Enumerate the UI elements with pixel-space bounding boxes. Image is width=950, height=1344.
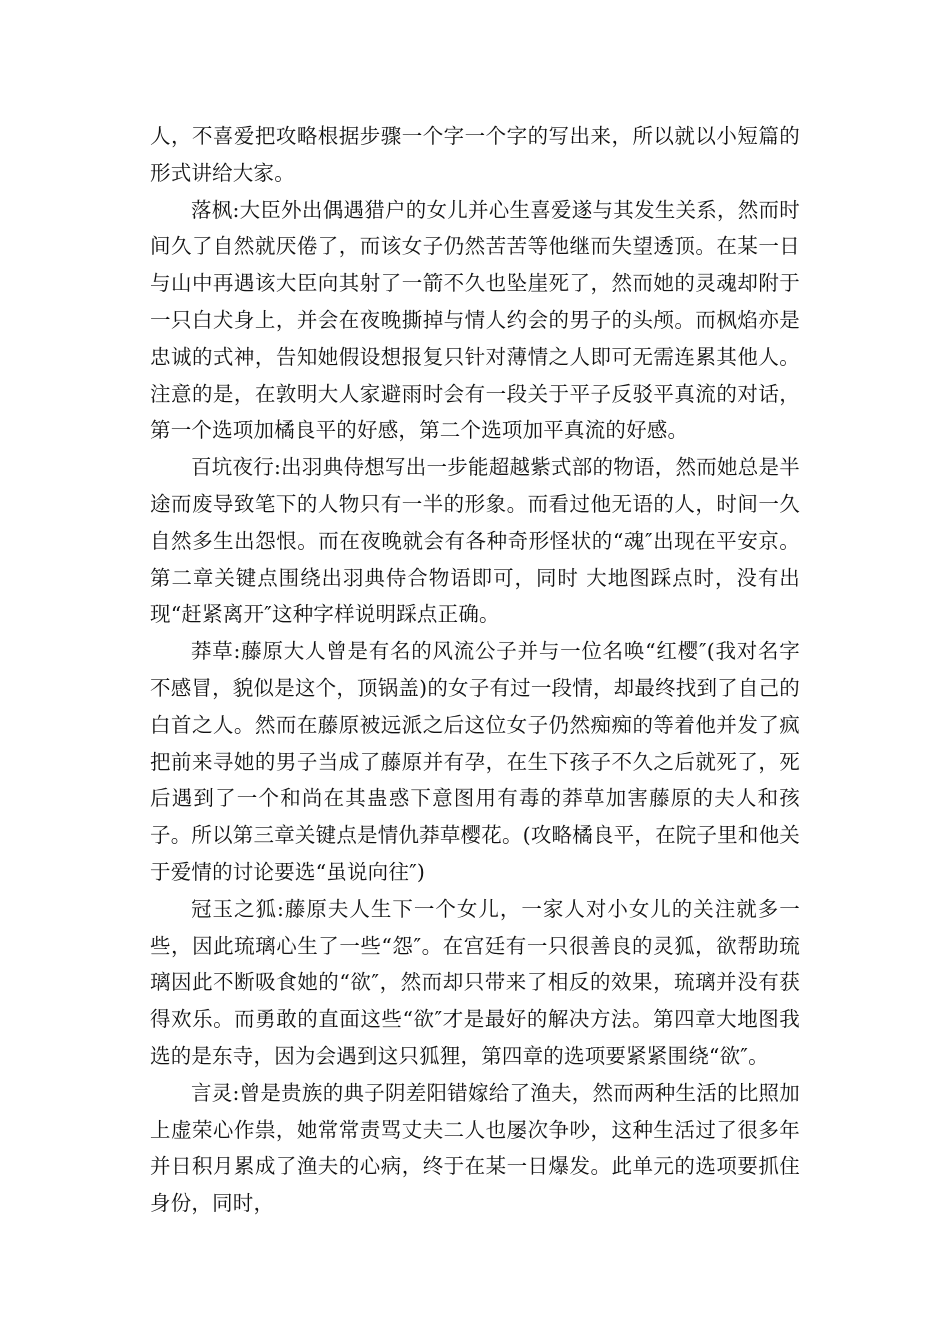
paragraph-intro-continuation: 人，不喜爱把攻略根据步骤一个字一个字的写出来，所以就以小短篇的形式讲给大家。 bbox=[150, 124, 800, 185]
paragraph-mangcao: 莽草:藤原大人曾是有名的风流公子并与一位名唤“红樱″(我对名字不感冒，貌似是这个，顶锅盖)的女子有过一段情，却最终找到了自己的白首之人。然而在藤原被远派之后这位女子仍然痴痴的等着他并发了疯把前来寻她的男子当成了藤原并有孕，在生下孩子不久之后就死了，死后遇到了一个和尚在其蛊惑下意图用有毒的莽草加害藤原的夫人和孩子。所以第三章关键点是情仇莽草樱花。(攻略橘良平，在院子里和他关于爱情的讨论要选“虽说向往″) bbox=[150, 639, 800, 884]
paragraph-yanling: 言灵:曾是贵族的典子阴差阳错嫁给了渔夫，然而两种生活的比照加上虚荣心作祟，她常常责骂丈夫二人也屡次争吵，这种生活过了很多年并日积月累成了渔夫的心病，终于在某一日爆发。此单元的选项要抓住身份，同时， bbox=[150, 1080, 800, 1216]
paragraph-guanyu-zhihu: 冠玉之狐:藤原夫人生下一个女儿，一家人对小女儿的关注就多一些，因此琉璃心生了一些“怨″。在宫廷有一只很善良的灵狐，欲帮助琉璃因此不断吸食她的“欲″，然而却只带来了相反的效果，琉璃并没有获得欢乐。而勇敢的直面这些“欲″才是最好的解决方法。第四章大地图我选的是东寺，因为会遇到这只狐狸，第四章的选项要紧紧围绕“欲″。 bbox=[150, 896, 800, 1068]
document-body bbox=[150, 118, 800, 1222]
paragraph-luofeng: 落枫:大臣外出偶遇猎户的女儿并心生喜爱遂与其发生关系，然而时间久了自然就厌倦了，而该女子仍然苦苦等他继而失望透顶。在某一日与山中再遇该大臣向其射了一箭不久也坠崖死了，然而她的灵魂却附于一只白犬身上，并会在夜晚撕掉与情人约会的男子的头颅。而枫焰亦是忠诚的式神，告知她假设想报复只针对薄情之人即可无需连累其他人。注意的是，在敦明大人家避雨时会有一段关于平子反驳平真流的对话，第一个选项加橘良平的好感，第二个选项加平真流的好感。 bbox=[150, 197, 800, 443]
paragraph-baikeng-yexing: 百坑夜行:出羽典侍想写出一步能超越紫式部的物语，然而她总是半途而废导致笔下的人物只有一半的形象。而看过他无语的人，时间一久自然多生出怨恨。而在夜晚就会有各种奇形怪状的“魂″出现在平安京。第二章关键点围绕出羽典侍合物语即可，同时 大地图踩点时，没有出现“赶紧离开″这种字样说明踩点正确。 bbox=[150, 455, 800, 627]
